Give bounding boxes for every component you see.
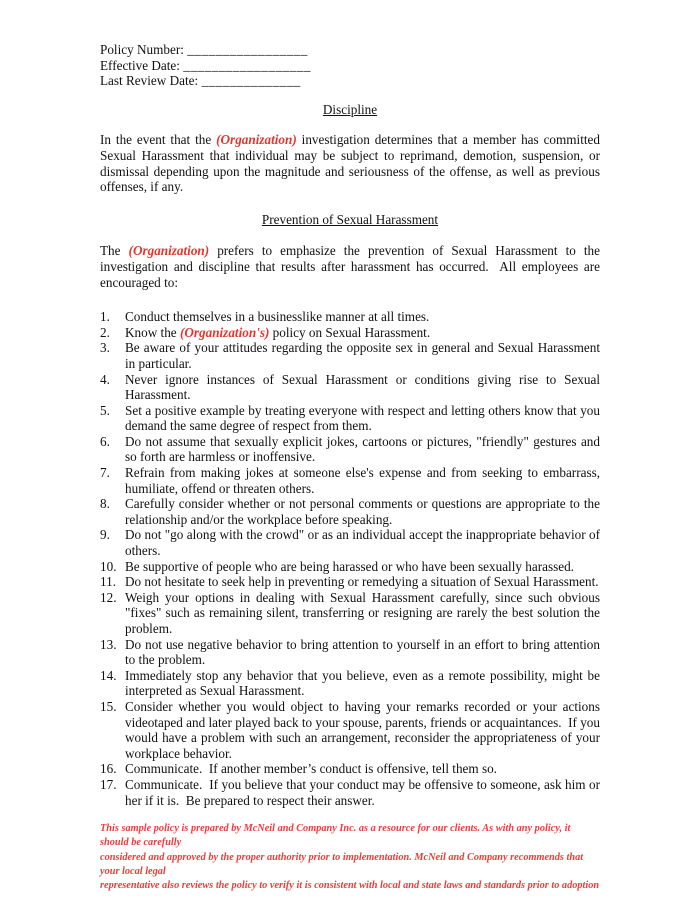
list-item <box>100 589 604 637</box>
list-item-text: Immediately stop any behavior that you believe, even as a remote possibility, might be interpreted as Sexual Harassment. <box>125 667 604 699</box>
list-item-text: Communicate. If you believe that your conduct may be offensive to someone, ask him or her if it is. Be prepared to respect their answer. <box>125 776 604 808</box>
list-item-text-part: policy on Sexual Harassment. <box>269 324 431 340</box>
discipline-paragraph <box>100 132 604 195</box>
list-item-text: Weigh your options in dealing with Sexual Harassment carefully, since such obvious "fixes" such as remaining silent, transferring or resigning are rarely the best solution the problem. <box>125 589 604 636</box>
list-item-number: 13. <box>100 636 117 652</box>
list-item <box>100 559 600 575</box>
list-item-text: Be aware of your attitudes regarding the opposite sex in general and Sexual Harassment in particular. <box>125 340 604 371</box>
list-item-text: Be supportive of people who are being harassed or who have been sexually harassed. <box>125 558 574 574</box>
organization-placeholder: (Organization) <box>216 132 297 148</box>
list-item <box>100 776 604 808</box>
list-item-text: Carefully consider whether or not personal comments or questions are appropriate to the relationship and/or the workplace before speaking. <box>125 496 604 527</box>
legal-disclaimer-line: This sample policy is prepared by McNeil and Company Inc. as a resource for our clients. As with any policy, it should be carefully <box>100 823 573 849</box>
list-item-text: Set a positive example by treating everyone with respect and letting others know that you demand the same degree of respect from them. <box>125 402 604 434</box>
list-item-number: 4. <box>100 371 110 387</box>
last-review-date-field <box>100 73 600 89</box>
list-item-text: Do not use negative behavior to bring attention to yourself in an effort to bring attention to the problem. <box>125 636 604 668</box>
list-item-number: 9. <box>100 527 110 543</box>
list-item-text: Do not assume that sexually explicit jokes, cartoons or pictures, "friendly" gestures and so forth are harmless or inoffensive. <box>125 433 604 465</box>
list-item-number: 14. <box>100 667 117 683</box>
list-item-text: Refrain from making jokes at someone else's expense and from seeking to embarrass, humiliate, offend or threaten others. <box>125 465 604 496</box>
list-item-text: Never ignore instances of Sexual Harassment or conditions giving rise to Sexual Harassment. <box>125 371 604 403</box>
organization-placeholder: (Organization's) <box>179 324 270 340</box>
policy-number-field <box>100 42 600 58</box>
effective-date-blank: __________________ <box>183 57 311 73</box>
list-item-number: 10. <box>100 558 117 574</box>
legal-disclaimer <box>100 822 600 893</box>
organization-placeholder: (Organization) <box>128 243 210 259</box>
list-item-text: Conduct themselves in a businesslike manner at all times. <box>125 309 430 325</box>
discipline-section-title: Discipline <box>322 101 378 117</box>
list-item-text-part: Know the <box>125 324 180 340</box>
list-item-number: 8. <box>100 496 110 512</box>
policy-number-label: Policy Number: <box>100 42 188 57</box>
list-item-number: 6. <box>100 433 110 449</box>
effective-date-label: Effective Date: <box>100 57 184 73</box>
list-item-number: 7. <box>100 465 110 481</box>
list-item-text: Do not "go along with the crowd" or as an individual accept the inappropriate behavior of others. <box>125 527 604 559</box>
list-item-number: 15. <box>100 698 117 714</box>
discipline-paragraph-text-cont: investigation determines that a member has committed Sexual Harassment that individual may be subject to reprimand, demotion, suspension, or dismissal depending upon the magnitude and seriousness of the offense, as well as previous offenses, if any. <box>100 132 604 195</box>
list-item <box>100 667 604 699</box>
list-item <box>100 496 604 527</box>
list-item <box>100 636 604 668</box>
list-item <box>100 371 604 403</box>
prevention-section-title: Prevention of Sexual Harassment <box>261 211 439 227</box>
list-item <box>100 574 600 590</box>
list-item-text: Communicate. If another member’s conduct is offensive, tell them so. <box>125 761 497 777</box>
legal-disclaimer-line: representative also reviews the policy to verify it is consistent with local and state laws and standards prior to adoption <box>100 879 600 891</box>
policy-number-blank: _________________ <box>187 42 308 57</box>
legal-disclaimer-line: considered and approved by the proper authority prior to implementation. McNeil and Company recommends that your local legal <box>100 851 586 877</box>
list-item-number: 11. <box>100 574 116 590</box>
list-item-number: 3. <box>100 340 110 356</box>
last-review-date-label: Last Review Date: <box>100 73 202 89</box>
list-item <box>100 465 604 496</box>
prevention-paragraph-text: The <box>100 243 129 259</box>
list-item <box>100 402 604 434</box>
prevention-paragraph <box>100 243 604 290</box>
list-item <box>100 325 600 341</box>
list-item-text: Do not hesitate to seek help in preventing or remedying a situation of Sexual Harassment. <box>125 574 599 590</box>
policy-header-fields <box>100 42 600 89</box>
list-item <box>100 698 604 761</box>
list-item-number: 16. <box>100 761 117 777</box>
list-item-text <box>125 325 600 341</box>
list-item-number: 1. <box>100 309 110 325</box>
list-item-number: 12. <box>100 589 117 605</box>
prevention-paragraph-text-cont: prefers to emphasize the prevention of Sexual Harassment to the investigation and discipline that results after harassment has occurred. All employees are encouraged to: <box>100 243 604 290</box>
last-review-date-blank: ______________ <box>201 73 301 89</box>
list-item-number: 17. <box>100 776 117 792</box>
list-item <box>100 433 604 465</box>
list-item <box>100 527 604 559</box>
list-item-number: 2. <box>100 324 110 340</box>
prevention-guidelines-list <box>100 309 604 808</box>
list-item <box>100 309 600 325</box>
discipline-paragraph-text: In the event that the <box>100 132 217 148</box>
effective-date-field <box>100 58 600 74</box>
list-item <box>100 340 604 371</box>
list-item <box>100 761 600 777</box>
list-item-text: Consider whether you would object to having your remarks recorded or your actions videotaped and later played back to your spouse, parents, friends or acquaintances. If you would have a problem with such an arrangement, reconsider the appropriateness of your workplace behavior. <box>125 698 604 761</box>
list-item-number: 5. <box>100 402 110 418</box>
